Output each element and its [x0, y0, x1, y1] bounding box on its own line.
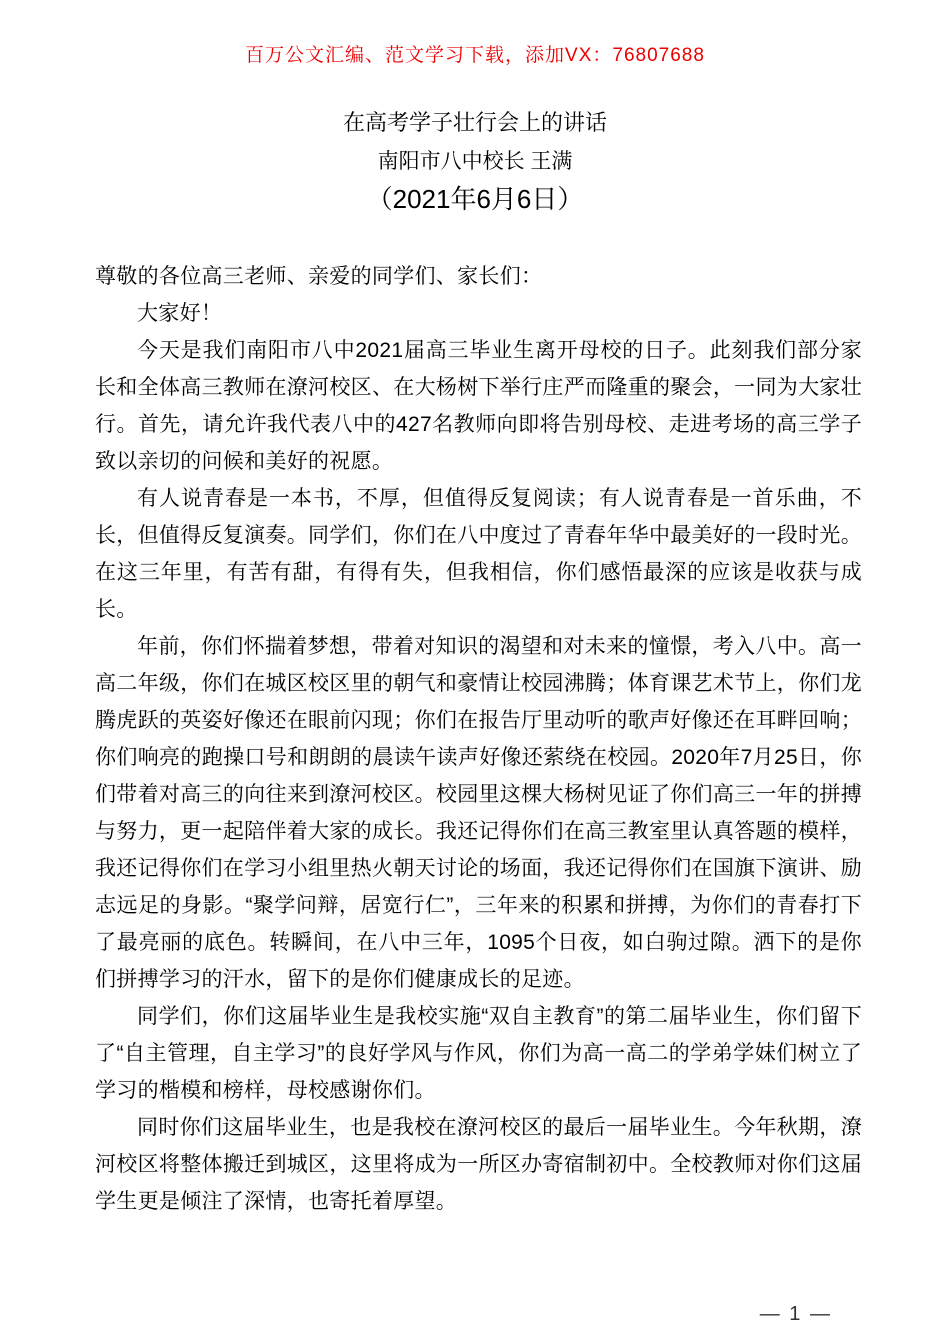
page-number: — 1 — — [759, 1303, 832, 1325]
paragraph: 年前，你们怀揣着梦想，带着对知识的渴望和对未来的憧憬，考入八中。高一高二年级，你们在城区校区里的朝气和豪情让校园沸腾；体育课艺术节上，你们龙腾虎跃的英姿好像还在眼前闪现；你们在报告厅里动听的歌声好像还在耳畔回响；你们响亮的跑操口号和朗朗的晨读午读声好像还萦绕在校园。2020年7月25日，你们带着对高三的向往来到潦河校区。校园里这棵大杨树见证了你们高三一年的拼搏与努力，更一起陪伴着大家的成长。我还记得你们在高三教室里认真答题的模样，我还记得你们在学习小组里热火朝天讨论的场面，我还记得你们在国旗下演讲、励志远足的身影。“聚学问辩，居宽行仁”，三年来的积累和拼搏，为你们的青春打下了最亮丽的底色。转瞬间，在八中三年，1095个日夜，如白驹过隙。洒下的是你们拼搏学习的汗水，留下的是你们健康成长的足迹。 — [95, 634, 862, 991]
paragraph: 有人说青春是一本书，不厚，但值得反复阅读；有人说青春是一首乐曲，不长，但值得反复演奏。同学们，你们在八中度过了青春年华中最美好的一段时光。在这三年里，有苦有甜，有得有失，但我相信，你们感悟最深的应该是收获与成长。 — [95, 486, 862, 621]
paragraph: 同时你们这届毕业生，也是我校在潦河校区的最后一届毕业生。今年秋期，潦河校区将整体搬迁到城区，这里将成为一所区办寄宿制初中。全校教师对你们这届学生更是倾注了深情，也寄托着厚望。 — [95, 1115, 862, 1213]
watermark-notice: 百万公文汇编、范文学习下载，添加VX：76807688 — [245, 45, 705, 66]
document-author: 南阳市八中校长 王满 — [377, 150, 573, 174]
paragraph: 大家好！ — [137, 301, 223, 325]
document-body — [95, 258, 862, 1220]
title-block — [0, 111, 950, 214]
paragraph: 今天是我们南阳市八中2021届高三毕业生离开母校的日子。此刻我们部分家长和全体高三教师在潦河校区、在大杨树下举行庄严而隆重的聚会，一同为大家壮行。首先，请允许我代表八中的427名教师向即将告别母校、走进考场的高三学子致以亲切的问候和美好的祝愿。 — [95, 338, 862, 473]
paragraph: 尊敬的各位高三老师、亲爱的同学们、家长们： — [95, 264, 543, 288]
document-title: 在高考学子壮行会上的讲话 — [342, 110, 607, 135]
document-date: （2021年6月6日） — [366, 184, 584, 215]
paragraph: 同学们，你们这届毕业生是我校实施“双自主教育”的第二届毕业生，你们留下了“自主管理，自主学习”的良好学风与作风，你们为高一高二的学弟学妹们树立了学习的楷模和榜样，母校感谢你们。 — [95, 1004, 862, 1102]
